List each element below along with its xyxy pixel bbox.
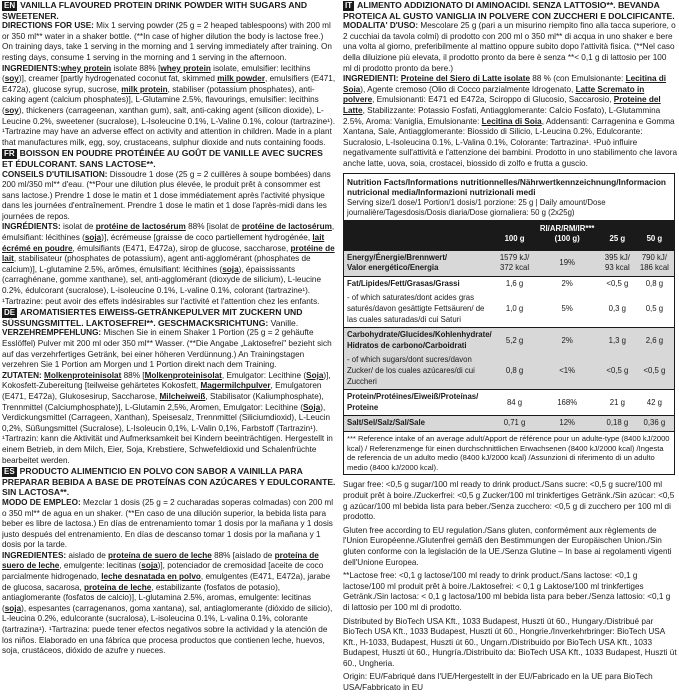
nutrition-header-25g: 25 g bbox=[600, 220, 635, 251]
it-heading-text: ALIMENTO ADDIZIONATO DI AMINOACIDI. SENZA LATTOSIO**. BEVANDA PROTEICA AL GUSTO VANIGLIA IN POLVERE CON ZUCCHERI E DOLCIFICANTE. bbox=[343, 0, 675, 21]
value-100g: 5,2 g bbox=[495, 328, 535, 354]
es-ing-text: , emulgentes (E471, E472a), jarabe de glucosa, sacarosa, bbox=[2, 572, 331, 592]
fr-ing-text: , stabilisateur (phosphates de potassium), agent anti-agglomérant (phosphates de calcium)], L-glutamine 2.5%, arômes, émulsifiant: lécithines ( bbox=[2, 254, 311, 274]
fr-allergen: lait écrémé en poudre bbox=[2, 233, 325, 253]
nutrient-label: Energy/Énergie/Brennwert/ Valor energético/Energia bbox=[344, 251, 495, 277]
section-de bbox=[2, 307, 336, 466]
en-ing-text: )], creamer [partly hydrogenated coconut fat, skimmed bbox=[18, 74, 218, 84]
en-allergen: whey protein bbox=[60, 63, 112, 73]
value-50g: 0,5 g bbox=[635, 291, 674, 327]
en-ing-text: isolate, emulsifier: lecithins ( bbox=[2, 63, 311, 84]
it-allergen: Proteine del Latte bbox=[343, 95, 661, 115]
it-ingredients bbox=[343, 74, 677, 169]
fr-heading bbox=[2, 148, 336, 169]
nutrition-row bbox=[344, 276, 674, 291]
es-use-label: MODO DE EMPLEO: bbox=[2, 497, 81, 507]
it-use-label: MODALITA' D'USO: bbox=[343, 21, 419, 31]
value-25g: 21 g bbox=[600, 390, 635, 416]
nutrition-row bbox=[344, 390, 674, 416]
en-directions bbox=[2, 21, 336, 63]
es-ingredients bbox=[2, 551, 336, 657]
nutrition-header-row bbox=[344, 220, 674, 251]
en-ing-text: isolate 88% [ bbox=[111, 63, 161, 73]
value-50g: 790 kJ/ 186 kcal bbox=[635, 251, 674, 277]
value-25g: <0,5 g bbox=[600, 276, 635, 291]
es-ing-text: ), espesantes (carragenanos, goma xantana), sal, antiaglomerante (dióxido de silicio), L-leucina 0.2%, edulcorante (sucralosa), L-isoleucina 0.1%, L-valina 0.1%, colorante (tartrazina¹). ¹Tartrazina: puede tener efectos negativos sobre la actividad y la atención de los niños. Elaborado en una fábrica que procesa productos que contienen leche, huevos, soja, crustáceos, dióxido de azufre y nueces. bbox=[2, 603, 333, 656]
it-allergen: Latte Scremato in polvere bbox=[343, 84, 645, 105]
de-directions bbox=[2, 328, 336, 370]
left-column bbox=[2, 0, 336, 657]
en-ing-label: INGREDIENTS: bbox=[2, 63, 61, 73]
it-allergen: Proteine del Siero di Latte isolate bbox=[400, 74, 530, 84]
nutrient-label: Fat/Lipides/Fett/Grasas/Grassi bbox=[344, 276, 495, 291]
es-ing-text: )], potenciador de cremosidad [aceite de coco parcialmente hidrogenado, bbox=[2, 561, 324, 582]
fr-directions bbox=[2, 170, 336, 223]
fr-ing-text: 88% [isolat de bbox=[185, 222, 242, 232]
nutrition-footnote: *** Reference intake of an average adult/Apport de référence pour un adulte-type (8400 kJ/2000 kcal) / Referenzmenge für einen durchschnittlichen Erwachsenen (8400 kJ/2000 kcal) /Ingesta de referencia de un adulto medio (8400 kJ/2000 kcal) /Assunzioni di riferimento di un adulto medio (8400 kJ/2000 kcal). bbox=[344, 431, 674, 474]
en-ing-text: , stabiliser (potassium phosphates), anti-caking agent (calcium phosphates)], L-Glutamine 2.5%, flavourings, emulsifier: lecithins ( bbox=[2, 84, 319, 115]
en-ingredients bbox=[2, 64, 336, 149]
value-100g: 84 g bbox=[495, 390, 535, 416]
value-50g: 42 g bbox=[635, 390, 674, 416]
fr-allergen: protéine de lait bbox=[2, 243, 335, 264]
de-ing-text: , Emulgator: Lecithine ( bbox=[221, 370, 307, 380]
nutrition-row bbox=[344, 251, 674, 277]
nutrition-title: Nutrition Facts/Informations nutritionnelles/Nährwertkennzeichnung/Informacion nutricional media/Informazioni nutrizionali medi bbox=[347, 176, 666, 197]
nutrition-header-blank bbox=[344, 220, 495, 251]
value-50g: <0,5 g bbox=[635, 353, 674, 389]
es-allergen: soja bbox=[141, 561, 158, 571]
it-allergen: Lecitina di Soia bbox=[481, 116, 542, 126]
nutrition-grid bbox=[344, 220, 674, 432]
nutrition-row bbox=[344, 416, 674, 431]
note-gluten-free: Gluten free according to EU regulation./Sans gluten, conformément aux règlements de l'Union Européenne./Glutenfrei gemäß den Bestimmungen der Europäischen Union./Sin gluten conforme con la legislación de la UE./Senza Glutine – In base ai regolamenti vigenti dell'Unione Europea. bbox=[343, 525, 672, 567]
de-heading-tail: Vanille. bbox=[268, 317, 299, 328]
en-ing-text: ), thickeners (carrageenan, xanthan gum), salt, anti-caking agent (silicon dioxide), L-Leucine 0.2%, sweetener (sucralose), L-Isoleucine 0.1%, L-Valine 0.1%, colour (tartrazine¹). ¹Tartrazine may have an adverse effect on activity and attention in children. Made in a plant that manufactures milk, egg, soy, crustaceans, sulphur dioxide and nuts containing foods. bbox=[2, 105, 335, 147]
value-25g: 0,3 g bbox=[600, 291, 635, 327]
value-25g: 1,3 g bbox=[600, 328, 635, 354]
value-25g: 0,18 g bbox=[600, 416, 635, 431]
de-use-text: Mischen Sie in einem Shaker 1 Portion (25 g = 2 gehäufte Esslöffel) Pulver mit 200 ml oder 350 ml** Wasser. (**Die Angabe „Laktosefrei" bezieht sich auf das verzehrfertiges Getränk, bei einer höheren Verdünnung.) An Trainingstagen verzehren Sie 1 Portion am Morgen und 1 Portion direkt nach dem Training. bbox=[2, 328, 332, 370]
it-ing-text: , Emulsionanti: E471 ed E472a, Sciroppo di Glucosio, Saccarosio, bbox=[372, 95, 614, 105]
nutrition-serving: Serving size/1 dose/1 Portion/1 dosis/1 porzione: 25 g | Daily amount/Dose journalière/Tagesdosis/Dosis diaria/Dose giornaliera: 50 g (2x25g) bbox=[347, 197, 606, 217]
nutrient-label: - of which saturates/dont acides gras saturés/davon gesättigte Fettsäuren/ de las cuales saturadas/di cui Saturi bbox=[344, 291, 495, 327]
en-heading-text: VANILLA FLAVOURED PROTEIN DRINK POWDER WITH SUGARS AND SWEETENER. bbox=[2, 0, 308, 21]
nutrition-header-ri: RI/AR/RM/IR*** (100 g) bbox=[534, 220, 600, 251]
value-25g: <0,5 g bbox=[600, 353, 635, 389]
value-50g: 2,6 g bbox=[635, 328, 674, 354]
lang-badge-es: ES bbox=[4, 467, 15, 477]
de-allergen: Soja bbox=[306, 370, 324, 380]
de-ing-label: ZUTATEN: bbox=[2, 370, 42, 380]
nutrition-facts-table bbox=[343, 173, 675, 476]
nutrient-label: - of which sugars/dont sucres/davon Zucker/ de los cuales azúcares/di cui Zuccheri bbox=[344, 353, 495, 389]
de-allergen: Milcheiweiß bbox=[159, 391, 206, 401]
de-ing-text: 88% [ bbox=[121, 370, 145, 380]
nutrition-header-100g: 100 g bbox=[495, 220, 535, 251]
lang-badge-de: DE bbox=[4, 308, 16, 318]
value-100g: 1579 kJ/ 372 kcal bbox=[495, 251, 535, 277]
it-ing-text: ), Agente cremoso (Olio di Cocco parzialmente Idrogenato, bbox=[360, 84, 576, 94]
nutrition-row bbox=[344, 291, 674, 327]
fr-allergen: protéine de lactosérum bbox=[95, 222, 186, 232]
value-ri: 2% bbox=[534, 328, 600, 354]
es-use-text: Mezclar 1 dosis (25 g = 2 cucharadas soperas colmadas) con 200 ml o 350 ml** de agua en un shaker. (**En caso de una dilución superior, la bebida lista para beber es libre de lactosa.) En días de entrenamiento tomar 1 dosis por la mañana y 1 dosis justo después del entrenamiento. En días de descanso tomar 1 dosis por la mañana y 1 dosis por la tarde. bbox=[2, 497, 334, 550]
value-100g: 0,71 g bbox=[495, 416, 535, 431]
lang-badge-it: IT bbox=[345, 1, 353, 10]
de-allergen: Molkenproteinisolat bbox=[44, 370, 122, 380]
de-ing-text: , Stabilisator (Kaliumphosphate), Trennmittel (Calciumphosphate)], L-Glutamin 2,5%, Aromen, Emulgator: Lecithine ( bbox=[2, 391, 324, 412]
value-ri: 19% bbox=[534, 251, 600, 277]
fr-use-label: CONSEILS D'UTILISATION: bbox=[2, 169, 108, 179]
de-heading-text: AROMATISIERTES EIWEISS-GETRÄNKEPULVER MIT ZUCKERN UND SÜSSUNGSMITTEL. LAKTOSEFREI**. GESCHMACKSRICHTUNG: bbox=[2, 307, 303, 328]
de-ing-text: , Emulgatoren (E471, E472a), Glukosesirup, Saccharose, bbox=[2, 381, 322, 401]
it-ing-text: 88 % (con Emulsionante: bbox=[530, 74, 626, 84]
it-use-text: Mescolare 25 g (pari a un misurino riempito fino alla tacca superiore, o 2 cucchiai da tavola colmi) di prodotto con 200 ml o 350 ml** di acqua in uno shaker e bere una volta al giorno, preferibilmente al mattino oppure subito dopo l'attività fisica. (**Nel caso della diluizione più elevata, il prodotto pronto da bere è senza **< 0,1 g di lattosio per 100 ml di prodotto pronto da bere.) bbox=[343, 21, 676, 73]
de-ing-text: )], Kokosfett-Zubereitung [teilweise gehärtetes Kokosfett, bbox=[2, 370, 331, 391]
fr-ing-text: , émulsifiants (E471, E472a), sirop de glucose, saccharose, bbox=[72, 243, 291, 253]
en-allergen: soy bbox=[4, 105, 19, 115]
fr-ingredients bbox=[2, 222, 336, 307]
en-heading bbox=[2, 0, 336, 21]
right-column bbox=[343, 0, 677, 697]
nutrient-label: Protein/Protéines/Eiweiß/Proteínas/ Proteine bbox=[344, 390, 495, 416]
nutrition-row bbox=[344, 328, 674, 354]
fr-ing-text: , émulsifiant: lécithines ( bbox=[2, 222, 335, 243]
es-allergen: proteína de leche bbox=[83, 582, 152, 592]
fr-heading-text: BOISSON EN POUDRE PROTÉINÉE AU GOÛT DE VANILLE AVEC SUCRES ET ÉDULCORANT. SANS LACTOSE**. bbox=[2, 148, 323, 169]
section-es bbox=[2, 466, 336, 657]
note-distributor: Distributed by BioTech USA Kft., 1033 Budapest, Huszti út 60., Hungary./Distribué par BioTech USA Kft., 1033 Budapest, Huszti út 60., Hongrie./Inverkehrbringer: BioTech USA Kft., H-1033, Budapest, Huszti út 60., Ungarn./Distribuido por BioTech USA Kft., 1033 Budapest, Huszti út 60., Hungría./Distribuito da: BioTech USA Kft., 1033 Budapest, Huszti út 60., Ungheria. bbox=[343, 616, 677, 668]
nutrition-header-50g: 50 g bbox=[635, 220, 674, 251]
de-heading bbox=[2, 307, 336, 328]
nutrient-label: Salt/Sel/Salz/Sal/Sale bbox=[344, 416, 495, 431]
en-ing-text: , emulsifiers (E471, E472a), glucose syrup, sucrose, bbox=[2, 74, 336, 94]
it-ing-text: , Addensanti: Carragenina e Gomma Xantana, Sale, Antiagglomerante: Biossido di Silicio, L-Leucina 0.2%, Edulcorante: Sucralosio, L-Isoleucina 0.1%, L-Valina 0.1%, Colorante: Tartrazina¹. ¹Può influire negativamente sull'attività e l'attenzione dei bambini. Prodotto in uno stabilimento che lavora anche latte, uova, soia, crostacei, biossido di zolfo e frutta a guscio. bbox=[343, 116, 678, 168]
es-directions bbox=[2, 498, 336, 551]
en-allergen: soy bbox=[4, 74, 19, 84]
es-ing-text: 88% [aislado de bbox=[211, 550, 275, 560]
nutrition-body bbox=[344, 251, 674, 431]
es-allergen: proteína de suero de leche bbox=[108, 550, 212, 560]
value-ri: 168% bbox=[534, 390, 600, 416]
it-directions bbox=[343, 21, 677, 74]
value-50g: 0,8 g bbox=[635, 276, 674, 291]
note-lactose-free: **Lactose free: <0,1 g lactose/100 ml ready to drink product./Sans lactose: <0,1 g lactose/100 ml produit prêt à boire./Laktosefrei: < 0,1 g Laktose/100 ml trinkfertiges Getränk./Sin lactosa: < 0,1 g lactosa/100 ml bebida lista para beber./Senza lattosio: <0,1 g di lattosio per 100 ml di prodotto. bbox=[343, 571, 671, 612]
es-allergen: soja bbox=[4, 603, 22, 613]
fr-allergen: soja bbox=[84, 233, 102, 243]
fr-ing-text: ), épaississants (carraghénane, gomme xanthane), sel, anti-agglomérant (dioxyde de silicium), L-leucine 0.2%, édulcorant (sucralose), L-isoleucine 0.1%, L-valine 0.1%, colorant (tartrazine¹). ¹Tartrazine: peut avoir des effets indésirables sur l'activité et l'attention chez les enfants. bbox=[2, 264, 322, 306]
fr-ing-text: )], écrémeuse [graisse de coco partiellement hydrogénée, bbox=[101, 233, 313, 243]
nutrient-label: Carbohydrate/Glucides/Kohlenhydrate/ Hidratos de carbono/Carboidrati bbox=[344, 328, 495, 354]
nutrition-row bbox=[344, 353, 674, 389]
value-25g: 395 kJ/ 93 kcal bbox=[600, 251, 635, 277]
es-heading bbox=[2, 466, 336, 498]
value-ri: 5% bbox=[534, 291, 600, 327]
en-use-text: Mix 1 serving powder (25 g = 2 heaped tablespoons) with 200 ml or 350 ml** water in a shaker bottle. (**In case of higher dilution the body is lactose free.) On training days, take 1 serving in the morning and 1 serving immediately after training. On resting days, consume 1 serving in the morning and 1 serving in the afternoon. bbox=[2, 21, 332, 62]
de-use-label: VERZEHREMPFEHLUNG: bbox=[2, 328, 102, 338]
de-allergen: Magermilchpulver bbox=[200, 381, 271, 391]
section-en bbox=[2, 0, 336, 148]
es-allergen: proteína de suero de leche bbox=[2, 550, 319, 571]
value-ri: 12% bbox=[534, 416, 600, 431]
it-ing-text: , Stabilizzante: Potassio Fosfati, Antiagglomerante: Calcio Fosfato), L-Glutammina 2.5%, Aroma: Vaniglia, Emulsionante: bbox=[343, 105, 661, 126]
value-ri: 2% bbox=[534, 276, 600, 291]
lang-badge-fr: FR bbox=[4, 149, 15, 159]
fr-ing-label: INGRÉDIENTS: bbox=[2, 222, 61, 232]
es-ing-text: aislado de bbox=[66, 550, 109, 560]
fr-ing-text: isolat de bbox=[60, 222, 96, 232]
value-50g: 0,36 g bbox=[635, 416, 674, 431]
es-ing-text: , estabilizante (fosfatos de potasio), antiaglomerante (fosfatos de calcio)], L-glutamina 2.5%, aromas, emulgente: lecitinas ( bbox=[2, 582, 312, 613]
section-it bbox=[343, 0, 677, 170]
en-allergen: whey protein bbox=[160, 63, 211, 73]
es-heading-text: PRODUCTO ALIMENTICIO EN POLVO CON SABOR A VAINILLA PARA PREPARAR BEBIDA A BASE DE PROTEÍNAS CON AZÚCARES Y EDULCORANTE. SIN LACTOSA**. bbox=[2, 466, 336, 498]
es-ing-label: INGREDIENTES: bbox=[2, 550, 67, 560]
value-ri: <1% bbox=[534, 353, 600, 389]
de-allergen: Soja bbox=[302, 402, 321, 412]
value-100g: 1,0 g bbox=[495, 291, 535, 327]
de-ingredients bbox=[2, 371, 336, 466]
es-ing-text: , emulgente: lecitinas ( bbox=[59, 561, 142, 571]
note-origin: Origin: EU/Fabriqué dans l'UE/Hergestellt in der EU/Fabricado en la UE para BioTech USA/Fabbricato in EU bbox=[343, 672, 653, 693]
value-100g: 1,6 g bbox=[495, 276, 535, 291]
value-100g: 0,8 g bbox=[495, 353, 535, 389]
note-sugar-free: Sugar free: <0,5 g sugar/100 ml ready to drink product./Sans sucre: <0,5 g sucre/100 ml produit prêt à boire./Zuckerfrei: <0,5 g Zucker/100 ml trinkfertiges Getränk./Sin azúcar: <0,5 g azúcar/100 ml bebida lista para beber./Senza zucchero: <0,5 g di zucchero per 100 ml di prodotto. bbox=[343, 480, 675, 522]
fr-allergen: protéine de lactosérum bbox=[241, 222, 332, 232]
it-heading bbox=[343, 0, 677, 21]
en-allergen: milk powder bbox=[217, 74, 266, 84]
de-allergen: Molkenproteinisolat bbox=[144, 370, 222, 380]
en-allergen: milk protein bbox=[121, 84, 168, 94]
de-ing-text: ), Verdickungsmittel (Carrageen, Xanthan), Speisesalz, Trennmittel (Siliciumdioxid), L-Leucin 0,2%, Süßungsmittel (Sucralose), L-Isoleucin 0,1%, L-Valin 0,1%, Farbstoff (Tartrazin¹). ¹Tartrazin: kann die Aktivität und Aufmerksamkeit bei Kindern beeinträchtigen. Hergestellt in einem Betrieb, in dem Milch, Eier, Soja, Krebstiere, Schwefeldioxid und Schalenfrüchte bearbeitet werden. bbox=[2, 402, 333, 465]
fr-allergen: soja bbox=[222, 264, 239, 274]
es-allergen: leche desnatada en polvo bbox=[101, 572, 201, 582]
section-fr bbox=[2, 148, 336, 307]
lang-badge-en: EN bbox=[4, 1, 16, 10]
fr-use-text: Dissoudre 1 dose (25 g = 2 cuillères à soupe bombées) dans 200 ml/350 ml** d'eau. (**Pour une dilution plus élevée, le produit prêt à consommer est sans lactose.) Prendre 1 dose le matin et 1 dose immédiatement après l'activité physique dans les journées d'entraînement. Prendre 1 dose le matin et 1 dose l'après-midi dans les journées de repos. bbox=[2, 169, 331, 221]
notes-block bbox=[343, 480, 677, 693]
it-ing-label: INGREDIENTI: bbox=[343, 74, 399, 84]
it-allergen: Lecitina di Soia bbox=[343, 74, 667, 94]
en-use-label: DIRECTIONS FOR USE: bbox=[2, 21, 94, 31]
